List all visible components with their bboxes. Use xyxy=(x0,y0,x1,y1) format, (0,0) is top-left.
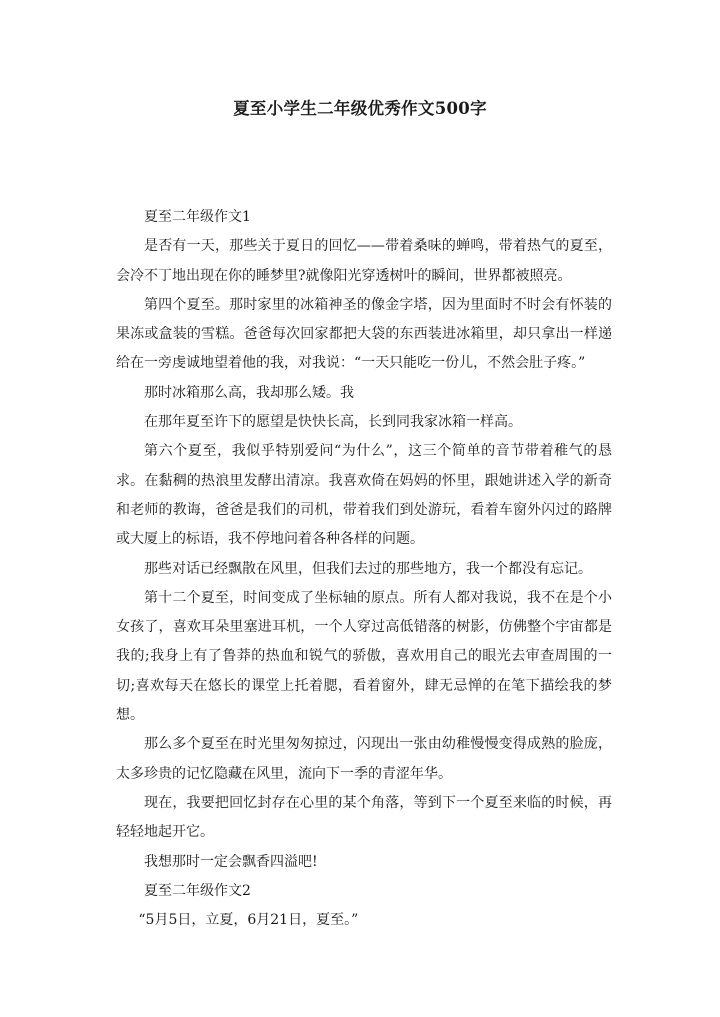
section-heading: 夏至二年级作文1 xyxy=(144,209,251,225)
paragraph: 第六个夏至，我似乎特别爱问“为什么”，这三个简单的音节带着稚气的恳求。在黏稠的热浪里发酵出清凉。我喜欢倚在妈妈的怀里，跟她讲述入学的新奇和老师的教诲，爸爸是我们的司机，带着我们到处游玩，看着车窗外闪过的路牌或大厦上的标语，我不停地问着各种各样的问题。 xyxy=(116,443,612,548)
paragraph: 现在，我要把回忆封存在心里的某个角落，等到下一个夏至来临的时候，再轻轻地起开它。 xyxy=(116,794,612,841)
paragraph: 是否有一天，那些关于夏日的回忆——带着桑味的蝉鸣，带着热气的夏至，会冷不丁地出现在你的睡梦里?就像阳光穿透树叶的瞬间，世界都被照亮。 xyxy=(116,238,612,284)
paragraph: 那么多个夏至在时光里匆匆掠过，闪现出一张由幼稚慢慢变得成熟的脸庞，太多珍贵的记忆隐藏在风里，流向下一季的青涩年华。 xyxy=(116,736,612,782)
document-body xyxy=(116,203,612,935)
document-title: 夏至小学生二年级优秀作文500字 xyxy=(233,99,487,118)
section-heading: 夏至二年级作文2 xyxy=(144,882,251,899)
paragraph: 在那年夏至许下的愿望是快快长高，长到同我家冰箱一样高。 xyxy=(144,414,522,431)
paragraph: 那时冰箱那么高，我却那么矮。我 xyxy=(144,384,354,401)
paragraph: “5月5日，立夏，6月21日，夏至。” xyxy=(138,912,359,929)
paragraph: 第四个夏至。那时家里的冰箱神圣的像金字塔，因为里面时不时会有怀装的果冻或盒装的雪糕。爸爸每次回家都把大袋的东西装进冰箱里，却只拿出一样递给在一旁虔诚地望着他的我，对我说：“一天只能吃一份儿，不然会肚子疼。” xyxy=(116,296,612,372)
paragraph: 那些对话已经飘散在风里，但我们去过的那些地方，我一个都没有忘记。 xyxy=(144,560,592,577)
paragraph: 第十二个夏至，时间变成了坐标轴的原点。所有人都对我说，我不在是个小女孩了，喜欢耳朵里塞进耳机，一个人穿过高低错落的树影，仿佛整个宇宙都是我的;我身上有了鲁莽的热血和锐气的骄傲，喜欢用自己的眼光去审查周围的一切;喜欢每天在悠长的课堂上托着腮，看着窗外，肆无忌惮的在笔下描绘我的梦想。 xyxy=(116,589,612,724)
paragraph: 我想那时一定会飘香四溢吧! xyxy=(144,853,318,870)
